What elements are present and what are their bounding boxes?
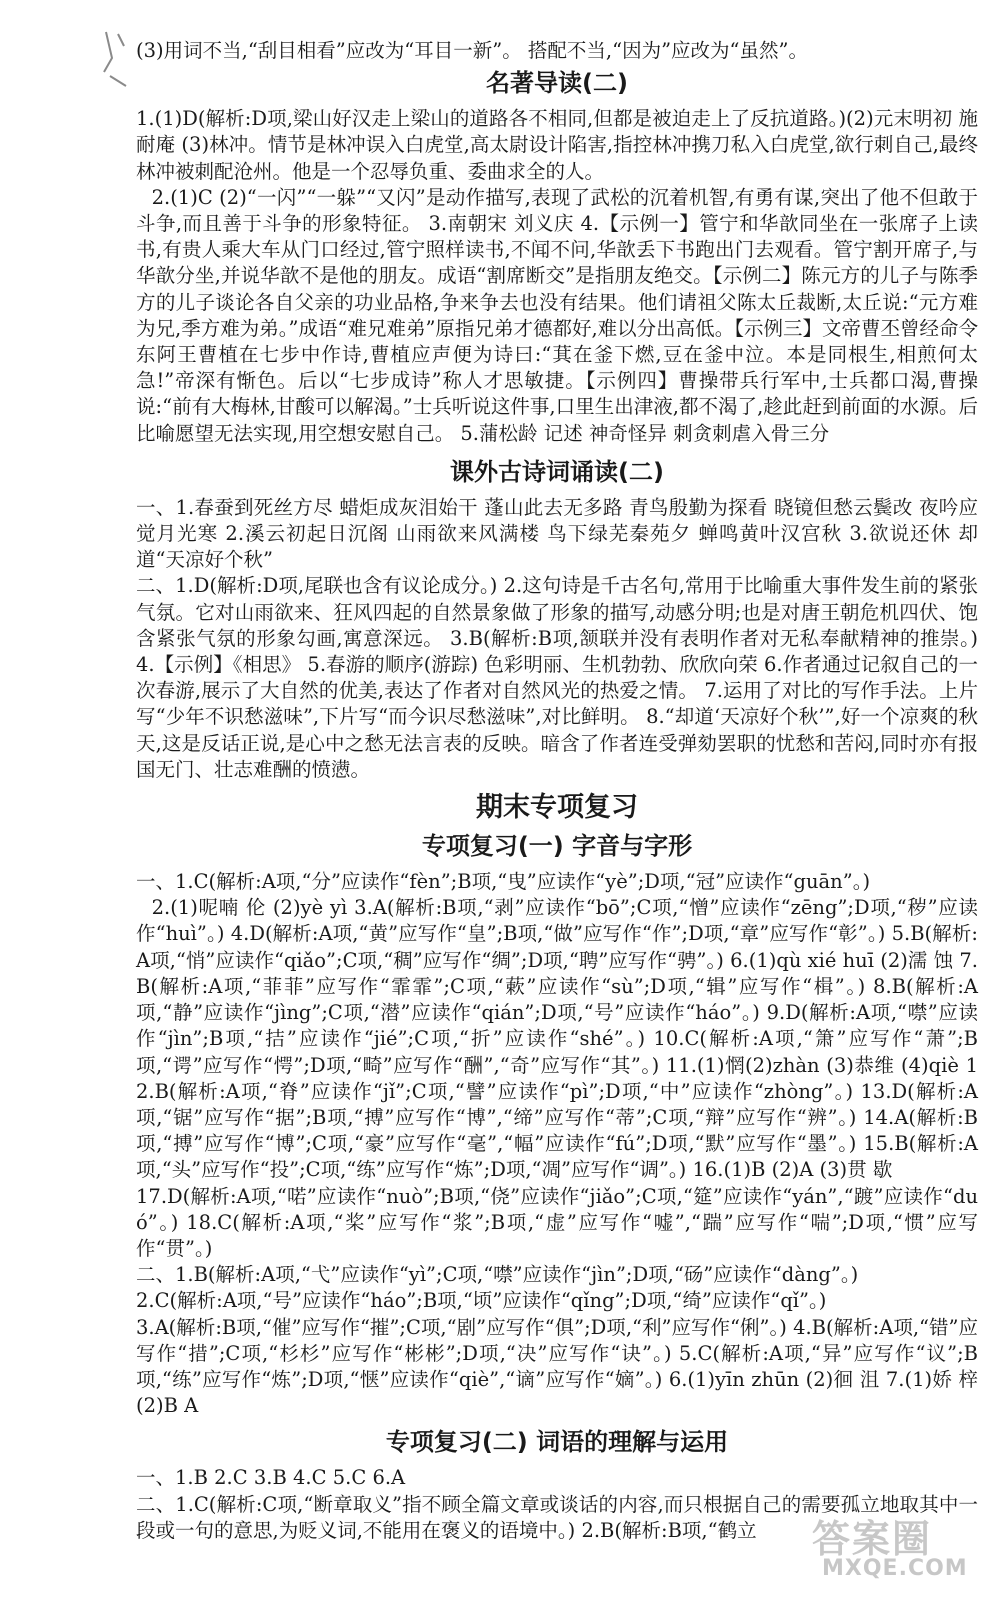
zhuanxiang1-part-1-q1: 一、1.C(解析:A项,“分”应读作“fèn”;B项,“曳”应读作“yè”;D项,“冠”应读作“guān”。) [136, 870, 871, 894]
zhuanxiang1-part-2-q3-7: 3.A(解析:B项,“催”应写作“摧”;C项,“剧”应写作“俱”;D项,“利”应写作“俐”。) 4.B(解析:A项,“错”应写作“措”;C项,“杉杉”应写作“彬彬”;D项,“决”应写作“诀”。) 5.C(解析:A项,“异”应写作“议”;B项,“练”应写作“炼”;D项,“惬”应读作“qiè”,“谪”应写作“嫡”。) 6.(1)yīn zhūn (2)徊 沮 7.(1)娇 梓 (2)B A [136, 1315, 978, 1418]
section-title-zhuanxiang-2: 专项复习(二) 词语的理解与运用 [385, 1428, 729, 1457]
watermark-brand: 答案圈 [812, 1517, 933, 1561]
zhuanxiang1-part-2-q1: 二、1.B(解析:A项,“弋”应读作“yì”;C项,“噤”应读作“jìn”;D项,“砀”应读作“dàng”。) [136, 1263, 859, 1287]
page-content [136, 38, 978, 1544]
zhuanxiang1-part-2-q2: 2.C(解析:A项,“号”应读作“háo”;B项,“顷”应读作“qǐng”;D项,“绮”应读作“qǐ”。) [136, 1289, 827, 1313]
top-line: (3)用词不当,“刮目相看”应改为“耳目一新”。 搭配不当,“因为”应改为“虽然”。 [136, 39, 808, 62]
watermark-url: MXQE.COM [822, 1556, 968, 1581]
section-title-mingzhu: 名著导读(二) [486, 69, 628, 98]
gushici-part-2: 二、1.D(解析:D项,尾联也含有议论成分。) 2.这句诗是千古名句,常用于比喻重大事件发生前的紧张气氛。它对山雨欲来、狂风四起的自然景象做了形象的描写,动感分明;也是对唐王朝危机四伏、饱含紧张气氛的形象勾画,寓意深远。 3.B(解析:B项,颔联并没有表明作者对无私奉献精神的推崇。) 4.【示例】《相思》 5.春游的顺序(游踪) 色彩明丽、生机勃勃、欣欣向荣 6.作者通过记叙自己的一次春游,展示了大自然的优美,表达了作者对自然风光的热爱之情。 7.运用了对比的写作手法。上片写“少年不识愁滋味”,下片写“而今识尽愁滋味”,对比鲜明。 8.“却道‘天凉好个秋’”,好一个凉爽的秋天,这是反话正说,是心中之愁无法言表的反映。暗含了作者连受弹劾罢职的忧愁和苦闷,同时亦有报国无门、壮志难酬的愤懑。 [136, 574, 978, 781]
gushici-part-1: 一、1.春蚕到死丝方尽 蜡炬成灰泪始干 蓬山此去无多路 青鸟殷勤为探看 晓镜但愁云鬓改 夜吟应觉月光寒 2.溪云初起日沉阁 山雨欲来风满楼 鸟下绿芜秦苑夕 蝉鸣黄叶汉宫秋 3.欲说还休 却道“天凉好个秋” [136, 495, 978, 572]
section-title-qimo: 期末专项复习 [476, 792, 638, 824]
section-title-zhuanxiang-1: 专项复习(一) 字音与字形 [421, 832, 693, 861]
zhuanxiang1-part-1-q17-18: 17.D(解析:A项,“喏”应读作“nuò”;B项,“侥”应读作“jiǎo”;C项,“筵”应读作“yán”,“踱”应读作“duó”。) 18.C(解析:A项,“桨”应写作“浆”;B项,“虚”应写作“嘘”,“踹”应写作“喘”;D项,“惯”应写作“贯”。) [136, 1184, 978, 1260]
watermark-logo [804, 1504, 990, 1594]
zhuanxiang2-part-1: 一、1.B 2.C 3.B 4.C 5.C 6.A [136, 1466, 406, 1490]
mingzhu-answer-1: 1.(1)D(解析:D项,梁山好汉走上梁山的道路各不相同,但都是被迫走上了反抗道路。)(2)元末明初 施耐庵 (3)林冲。情节是林冲误入白虎堂,高太尉设计陷害,指控林冲携刀私入白虎堂,欲行刺自己,最终林冲被刺配沧州。他是一个忍辱负重、委曲求全的人。 [136, 107, 978, 183]
zhuanxiang1-part-1-q2-16: 2.(1)呢喃 伦 (2)yè yì 3.A(解析:B项,“剥”应读作“bō”;C项,“憎”应读作“zēng”;D项,“秽”应读作“huì”。) 4.D(解析:A项,“黄”应写作“皇”;B项,“做”应写作“作”;D项,“章”应写作“彰”。) 5.B(解析:A项,“悄”应读作“qiǎo”;C项,“稠”应写作“绸”;D项,“聘”应写作“骋”。) 6.(1)qù xié huī (2)濡 蚀 7.B(解析:A项,“菲菲”应写作“霏霏”;C项,“蔌”应读作“sù”;D项,“辑”应写作“楫”。) 8.B(解析:A项,“静”应读作“jìng”;C项,“潜”应读作“qián”;D项,“号”应读作“háo”。) 9.D(解析:A项,“噤”应读作“jìn”;B项,“拮”应读作“jié”;C项,“折”应读作“shé”。) 10.C(解析:A项,“箫”应写作“萧”;B项,“谔”应写作“愕”;D项,“畸”应写作“酬”,“奇”应写作“其”。) 11.(1)惘(2)zhàn (3)恭维 (4)qiè 12.B(解析:A项,“脊”应读作“jǐ”;C项,“譬”应读作“pì”;D项,“中”应读作“zhòng”。) 13.D(解析:A项,“锯”应写作“据”;B项,“搏”应写作“博”,“缔”应写作“蒂”;C项,“辩”应写作“辨”。) 14.A(解析:B项,“搏”应写作“博”;C项,“豪”应写作“毫”,“幅”应读作“fú”;D项,“默”应写作“墨”。) 15.B(解析:A项,“头”应写作“投”;C项,“练”应写作“炼”;D项,“凋”应写作“调”。) 16.(1)B (2)A (3)贯 歇 [136, 896, 978, 1182]
page-corner-scribble [98, 28, 134, 92]
zhuanxiang2-part-2: 二、1.C(解析:C项,“断章取义”指不顾全篇文章或谈话的内容,而只根据自己的需要孤立地取其中一段或一句的意思,为贬义词,不能用在褒义的语境中。) 2.B(解析:B项,“鹤立 [136, 1492, 978, 1542]
mingzhu-answer-2: 2.(1)C (2)“一闪”“一躲”“又闪”是动作描写,表现了武松的沉着机智,有勇有谋,突出了他不但敢于斗争,而且善于斗争的形象特征。 3.南朝宋 刘义庆 4.【示例一】管宁和华歆同坐在一张席子上读书,有贵人乘大车从门口经过,管宁照样读书,不闻不问,华歆丢下书跑出门去观看。管宁割开席子,与华歆分坐,并说华歆不是他的朋友。成语“割席断交”是指朋友绝交。【示例二】陈元方的儿子与陈季方的儿子谈论各自父亲的功业品格,争来争去也没有结果。他们请祖父陈太丘裁断,太丘说:“元方难为兄,季方难为弟。”成语“难兄难弟”原指兄弟才德都好,难以分出高低。【示例三】文帝曹丕曾经命令东阿王曹植在七步中作诗,曹植应声便为诗曰:“萁在釜下燃,豆在釜中泣。本是同根生,相煎何太急!”帝深有惭色。后以“七步成诗”称人才思敏捷。【示例四】曹操带兵行军中,士兵都口渴,曹操说:“前有大梅林,甘酸可以解渴。”士兵听说这件事,口里生出津液,都不渴了,趁此赶到前面的水源。后比喻愿望无法实现,用空想安慰自己。 5.蒲松龄 记述 神奇怪异 刺贪刺虐入骨三分 [136, 185, 978, 445]
section-title-gushici: 课外古诗词诵读(二) [450, 457, 664, 486]
